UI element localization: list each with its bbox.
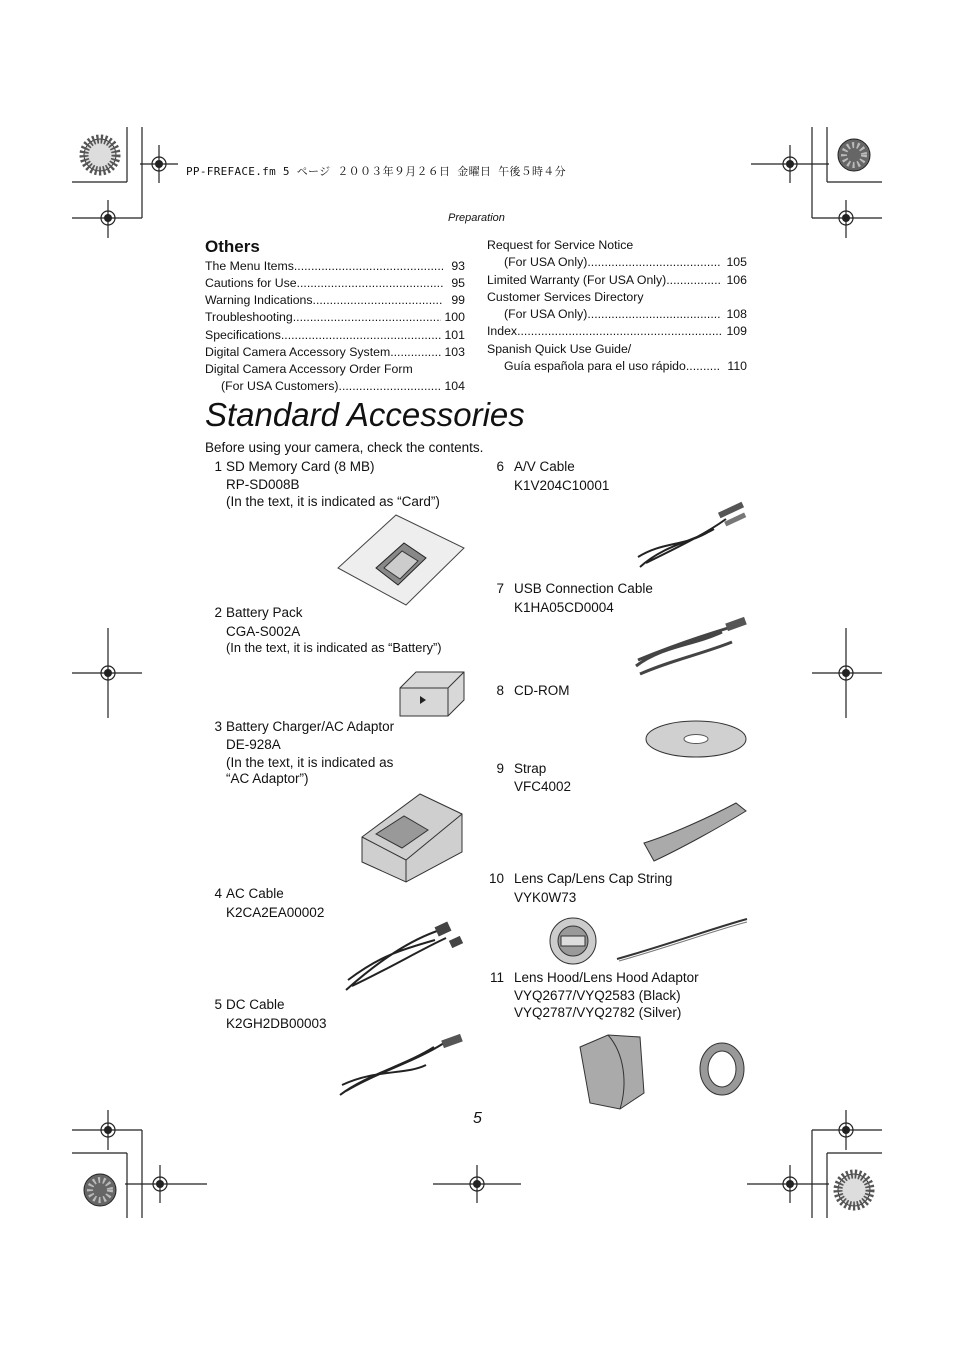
item-part-number: K1HA05CD0004 <box>514 600 614 615</box>
toc-entry <box>205 259 465 273</box>
item-number: 2 <box>214 605 222 620</box>
toc-page: 103 <box>444 345 465 359</box>
toc-label: Spanish Quick Use Guide/ <box>487 342 632 356</box>
item-name: Battery Charger/AC Adaptor <box>226 719 395 734</box>
toc-label: The Menu Items <box>205 259 294 273</box>
item-name: USB Connection Cable <box>514 581 653 596</box>
toc-label: Index <box>487 324 518 338</box>
item-name: Lens Cap/Lens Cap String <box>514 871 673 886</box>
item-part-number: K2GH2DB00003 <box>226 1016 327 1031</box>
toc-page: 109 <box>726 324 747 338</box>
dc-cable-illustration <box>336 1035 466 1100</box>
item-note: (In the text, it is indicated as <box>226 755 394 770</box>
toc-page: 101 <box>444 328 465 342</box>
item-part-number: DE-928A <box>226 737 281 752</box>
item-number: 4 <box>214 886 222 901</box>
file-info-line: PP-FREFACE.fm 5 ページ ２００３年９月２６日 金曜日 午後５時４分 <box>186 165 566 178</box>
item-part-number: RP-SD008B <box>226 477 300 492</box>
item-part-number: VYK0W73 <box>514 890 577 905</box>
toc-label: Cautions for Use <box>205 276 297 290</box>
item-number: 3 <box>214 719 222 734</box>
item-number: 10 <box>488 871 504 886</box>
lens-cap-illustration <box>547 917 749 965</box>
toc-entry <box>205 310 465 324</box>
page-title: Standard Accessories <box>205 396 525 433</box>
toc-page: 104 <box>444 379 465 393</box>
toc-label: Request for Service Notice <box>487 238 634 252</box>
item-part-number: K1V204C10001 <box>514 478 610 493</box>
battery-charger-illustration <box>358 792 466 884</box>
toc-entry <box>487 273 747 287</box>
item-part-number: K2CA2EA00002 <box>226 905 325 920</box>
toc-label: Troubleshooting <box>205 310 293 324</box>
item-part-number: VYQ2787/VYQ2782 (Silver) <box>514 1005 682 1020</box>
toc-entry <box>205 276 465 290</box>
toc-page: 110 <box>727 359 747 373</box>
toc-entry <box>487 290 747 304</box>
toc-entry <box>487 342 747 356</box>
toc-page: 105 <box>726 255 747 269</box>
av-cable-illustration <box>634 505 748 573</box>
section-label: Preparation <box>448 212 505 224</box>
toc-label: Digital Camera Accessory System <box>205 345 391 359</box>
toc-entry <box>205 293 465 307</box>
toc-label: Guía española para el uso rápido <box>504 359 686 373</box>
toc-entry <box>487 238 747 252</box>
others-heading: Others <box>205 237 260 256</box>
item-name: DC Cable <box>226 997 285 1012</box>
toc-page: 108 <box>726 307 747 321</box>
item-part-number: VYQ2677/VYQ2583 (Black) <box>514 988 681 1003</box>
toc-page: 95 <box>451 276 465 290</box>
toc-label: Digital Camera Accessory Order Form <box>205 362 413 376</box>
toc-label: (For USA Only) <box>504 255 588 269</box>
toc-entry <box>504 307 747 321</box>
item-number: 5 <box>214 997 222 1012</box>
toc-page: 93 <box>451 259 465 273</box>
item-number: 11 <box>489 970 504 985</box>
lens-hood-illustration <box>576 1033 748 1113</box>
item-number: 9 <box>496 761 504 776</box>
cd-rom-illustration <box>644 719 748 759</box>
page-number: 5 <box>473 1110 482 1127</box>
item-name: CD-ROM <box>514 683 570 698</box>
item-note: (In the text, it is indicated as “Battery”) <box>226 640 442 655</box>
toc-entry <box>205 362 465 376</box>
item-number: 6 <box>496 459 504 474</box>
item-part-number: VFC4002 <box>514 779 572 794</box>
item-name: Lens Hood/Lens Hood Adaptor <box>514 970 699 985</box>
item-number: 1 <box>214 459 222 474</box>
toc-label: Customer Services Directory <box>487 290 644 304</box>
toc-entry <box>205 345 465 359</box>
ac-cable-illustration <box>340 920 465 995</box>
item-name: Battery Pack <box>226 605 303 620</box>
item-note: (In the text, it is indicated as “Card”) <box>226 494 440 509</box>
item-name: AC Cable <box>226 886 284 901</box>
toc-entry <box>205 328 465 342</box>
toc-page: 99 <box>451 293 465 307</box>
usb-cable-illustration <box>632 616 750 682</box>
sd-card-illustration <box>336 513 466 608</box>
toc-entry <box>504 255 747 269</box>
strap-illustration <box>640 797 748 863</box>
item-note: “AC Adaptor”) <box>226 771 309 786</box>
toc-label: (For USA Customers) <box>221 379 339 393</box>
toc-label: Specifications <box>205 328 281 342</box>
toc-label: Limited Warranty (For USA Only) <box>487 273 667 287</box>
item-name: SD Memory Card (8 MB) <box>226 459 375 474</box>
toc-label: (For USA Only) <box>504 307 588 321</box>
item-number: 8 <box>496 683 504 698</box>
battery-pack-illustration <box>396 670 468 718</box>
toc-entry <box>221 379 465 393</box>
toc-label: Warning Indications <box>205 293 313 307</box>
item-name: Strap <box>514 761 547 776</box>
toc-entry <box>487 324 747 338</box>
item-part-number: CGA-S002A <box>226 624 301 639</box>
toc-page: 106 <box>726 273 747 287</box>
intro-text: Before using your camera, check the contents. <box>205 440 484 455</box>
toc-entry <box>504 359 747 373</box>
item-number: 7 <box>496 581 504 596</box>
toc-page: 100 <box>444 310 465 324</box>
item-name: A/V Cable <box>514 459 575 474</box>
